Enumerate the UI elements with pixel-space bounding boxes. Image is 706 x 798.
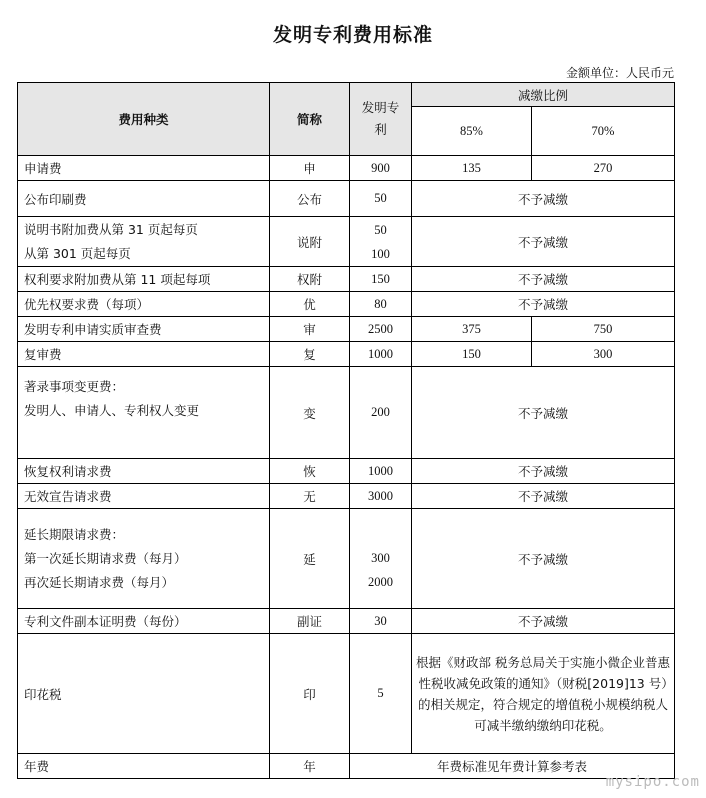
fee-amount-line: 300 xyxy=(371,550,390,565)
header-70pct: 70% xyxy=(532,107,675,156)
no-reduction: 不予减缴 xyxy=(412,367,675,459)
no-reduction: 不予减缴 xyxy=(412,459,675,484)
fee-name: 发明专利申请实质审查费 xyxy=(18,317,270,342)
table-row xyxy=(18,317,675,342)
header-85pct: 85% xyxy=(412,107,532,156)
currency-unit: 金额单位：人民币元 xyxy=(565,66,674,80)
page-title: 发明专利费用标准 xyxy=(272,24,433,46)
fee-amount: 5 xyxy=(350,634,412,754)
stamp-tax-note: 根据《财政部 税务总局关于实施小微企业普惠性税收减免政策的通知》（财税[2019]13 号）的相关规定，符合规定的增值税小规模纳税人可减半缴纳缴纳印花税。 xyxy=(412,634,675,754)
fee-abbr: 公布 xyxy=(270,181,350,217)
table-row xyxy=(18,484,675,509)
fee-abbr: 年 xyxy=(270,754,350,779)
no-reduction: 不予减缴 xyxy=(412,292,675,317)
table-row xyxy=(18,634,675,754)
no-reduction: 不予减缴 xyxy=(412,509,675,609)
fee-85pct: 135 xyxy=(412,156,532,181)
header-reduction: 减缴比例 xyxy=(412,83,675,107)
fee-abbr: 申 xyxy=(270,156,350,181)
fee-abbr: 权附 xyxy=(270,267,350,292)
fee-abbr: 变 xyxy=(270,367,350,459)
table-row xyxy=(18,509,675,609)
table-row xyxy=(18,292,675,317)
fee-amount-line: 100 xyxy=(371,246,390,261)
fee-abbr: 说附 xyxy=(270,217,350,267)
table-row xyxy=(18,342,675,367)
fee-name-line: 从第 301 页起每页 xyxy=(24,245,131,261)
fee-name: 专利文件副本证明费（每份） xyxy=(18,609,270,634)
fee-name: 无效宣告请求费 xyxy=(18,484,270,509)
fee-name: 优先权要求费（每项） xyxy=(18,292,270,317)
table-row xyxy=(18,367,675,459)
header-fee-type: 费用种类 xyxy=(18,83,270,156)
no-reduction: 不予减缴 xyxy=(412,267,675,292)
header-amount: 发明专利 xyxy=(350,83,412,156)
table-row xyxy=(18,156,675,181)
fee-70pct: 270 xyxy=(532,156,675,181)
fee-amount: 2500 xyxy=(350,317,412,342)
fee-name-line: 再次延长期请求费（每月） xyxy=(24,574,175,590)
no-reduction: 不予减缴 xyxy=(412,484,675,509)
table-row xyxy=(18,754,675,779)
fee-name-line: 延长期限请求费： xyxy=(24,526,125,542)
no-reduction: 不予减缴 xyxy=(412,181,675,217)
fee-amount-line: 50 xyxy=(374,222,387,237)
fee-amount: 1000 xyxy=(350,459,412,484)
fee-amount-line: 2000 xyxy=(368,574,393,589)
fee-70pct: 300 xyxy=(532,342,675,367)
fee-85pct: 375 xyxy=(412,317,532,342)
fee-abbr: 优 xyxy=(270,292,350,317)
fee-amount: 1000 xyxy=(350,342,412,367)
fee-name-line: 发明人、申请人、专利权人变更 xyxy=(24,403,200,418)
fee-amount: 30 xyxy=(350,609,412,634)
fee-abbr: 复 xyxy=(270,342,350,367)
fee-abbr: 无 xyxy=(270,484,350,509)
annual-fee-note: 年费标准见年费计算参考表 xyxy=(350,754,675,779)
fee-name xyxy=(18,367,270,459)
fee-name: 年费 xyxy=(18,754,270,779)
watermark: mysipo.com xyxy=(605,774,700,790)
table-row xyxy=(18,181,675,217)
fee-abbr: 恢 xyxy=(270,459,350,484)
fee-amount: 150 xyxy=(350,267,412,292)
fee-amount xyxy=(350,509,412,609)
fee-name-line: 著录事项变更费： xyxy=(24,379,125,394)
fee-abbr: 印 xyxy=(270,634,350,754)
fee-abbr: 审 xyxy=(270,317,350,342)
table-row xyxy=(18,217,675,267)
no-reduction: 不予减缴 xyxy=(412,217,675,267)
table-row xyxy=(18,267,675,292)
fee-abbr: 延 xyxy=(270,509,350,609)
fee-amount xyxy=(350,217,412,267)
fee-amount: 50 xyxy=(350,181,412,217)
fee-name xyxy=(18,509,270,609)
fee-name: 复审费 xyxy=(18,342,270,367)
fee-amount: 3000 xyxy=(350,484,412,509)
fee-amount: 900 xyxy=(350,156,412,181)
fee-table xyxy=(17,82,675,779)
fee-name-line: 第一次延长期请求费（每月） xyxy=(24,550,187,566)
fee-amount: 80 xyxy=(350,292,412,317)
table-row xyxy=(18,609,675,634)
header-abbr: 简称 xyxy=(270,83,350,156)
fee-85pct: 150 xyxy=(412,342,532,367)
fee-name xyxy=(18,217,270,267)
table-row xyxy=(18,459,675,484)
fee-name: 印花税 xyxy=(18,634,270,754)
fee-name: 权利要求附加费从第 11 项起每项 xyxy=(18,267,270,292)
fee-name: 申请费 xyxy=(18,156,270,181)
fee-name: 恢复权利请求费 xyxy=(18,459,270,484)
fee-name-line: 说明书附加费从第 31 页起每页 xyxy=(24,221,198,237)
no-reduction: 不予减缴 xyxy=(412,609,675,634)
fee-70pct: 750 xyxy=(532,317,675,342)
fee-abbr: 副证 xyxy=(270,609,350,634)
fee-amount: 200 xyxy=(350,367,412,459)
fee-name: 公布印刷费 xyxy=(18,181,270,217)
